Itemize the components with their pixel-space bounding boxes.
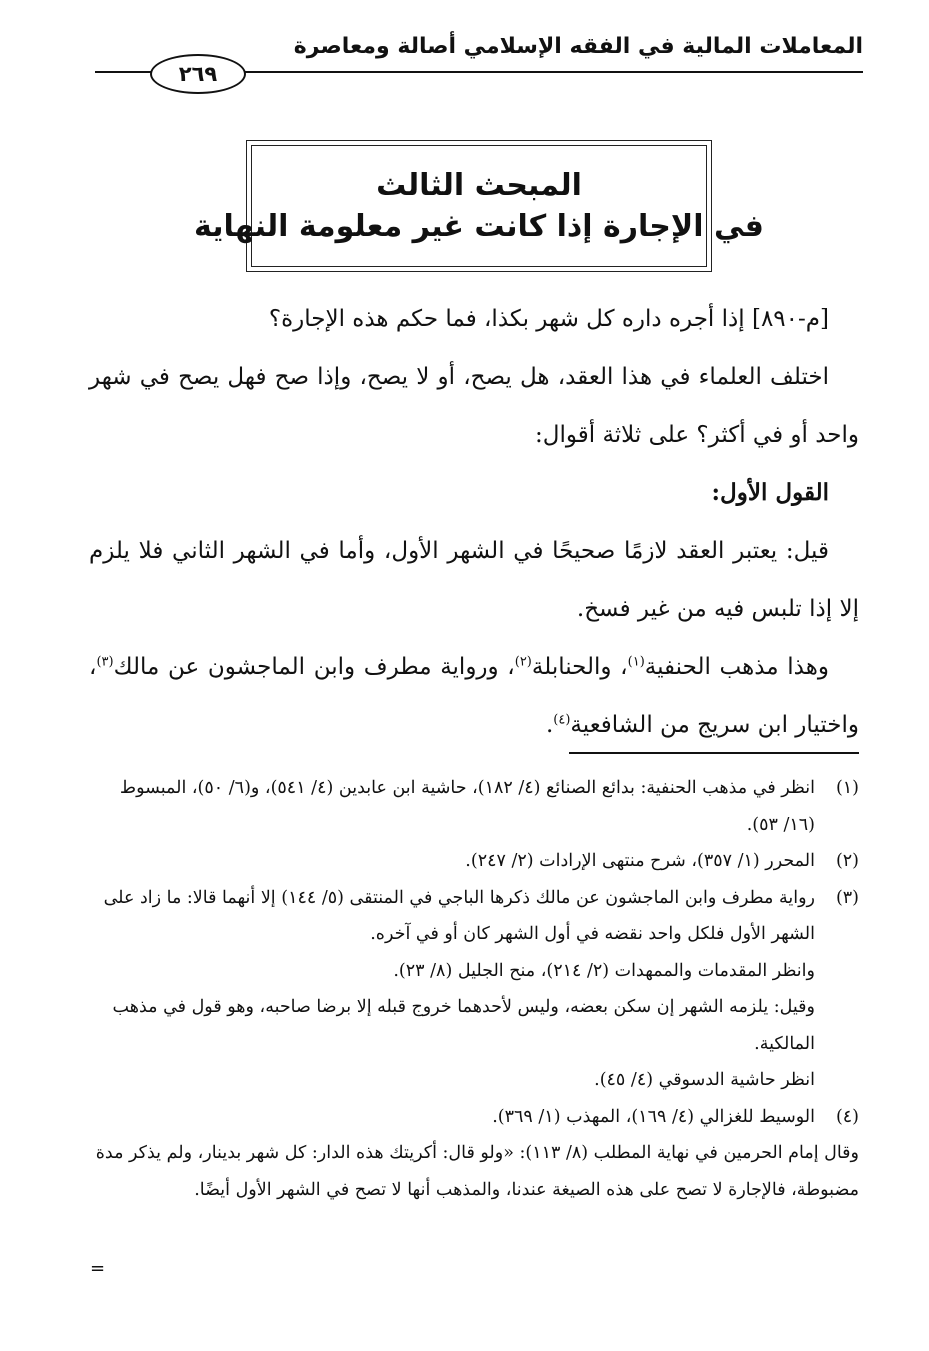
footnote-line: رواية مطرف وابن الماجشون عن مالك ذكرها الباجي في المنتقى (٥/ ١٤٤) إلا أنهما قالا: ما زاد على الشهر الأول فلكل واحد نقضه في أول الشهر كان أو في آخره.: [103, 887, 815, 944]
page-number: ٢٦٩: [178, 62, 218, 86]
continuation-mark: =: [90, 1258, 106, 1279]
first-opinion-heading: القول الأول:: [711, 479, 829, 506]
footnote-number: (٤): [835, 1106, 859, 1127]
attribution-paragraph: [89, 638, 859, 754]
footnote-3: [89, 880, 859, 1099]
section-title-box: [194, 140, 764, 272]
footnotes-section: [89, 770, 859, 1208]
footnote-line: الوسيط للغزالي (٤/ ١٦٩)، المهذب (١/ ٣٦٩).: [492, 1106, 815, 1127]
running-title: المعاملات المالية في الفقه الإسلامي أصالة ومعاصرة: [293, 34, 863, 59]
footnote-marker-2: (٢): [514, 654, 532, 670]
first-opinion-paragraph: قيل: يعتبر العقد لازمًا صحيحًا في الشهر الأول، وأما في الشهر الثاني فلا يلزم إلا إذا تلبس فيه من غير فسخ.: [89, 538, 859, 622]
section-title-inner-frame: [194, 145, 764, 267]
attribution-text-1: وهذا مذهب الحنفية: [644, 654, 829, 680]
footnote-marker-1: (١): [627, 654, 645, 670]
main-text: [89, 290, 859, 754]
footnote-4-continuation: وقال إمام الحرمين في نهاية المطلب (٨/ ١١٣): «ولو قال: أكريتك هذه الدار: كل شهر بدينار، ولم يذكر مدة مضبوطة، فالإجارة لا تصح على هذه الصيغة عندنا، والمذهب أنها لا تصح في الشهر الأول أيضًا.: [95, 1143, 859, 1200]
section-title-line-1: المبحث الثالث: [376, 168, 582, 203]
footnote-line: انظر حاشية الدسوقي (٤/ ٤٥).: [594, 1070, 815, 1090]
footnote-line: وقيل: يلزمه الشهر إن سكن بعضه، وليس لأحدهما خروج قبله إلا برضا صاحبه، وهو قول في مذهب المالكية.: [112, 997, 815, 1054]
footnote-marker-3: (٣): [96, 654, 114, 670]
footnote-1: [89, 770, 859, 843]
footnote-number: (٣): [835, 887, 859, 908]
footnote-line: انظر في مذهب الحنفية: بدائع الصنائع (٤/ ١٨٢)، حاشية ابن عابدين (٤/ ٥٤١)، و(٦/ ٥٠)، المبسوط (١٦/ ٥٣).: [119, 778, 815, 835]
footnote-line: المحرر (١/ ٣٥٧)، شرح منتهى الإرادات (٢/ ٢٤٧).: [465, 851, 815, 871]
attribution-text-2: ، والحنابلة: [531, 654, 628, 680]
intro-paragraph: اختلف العلماء في هذا العقد، هل يصح، أو لا يصح، وإذا صح فهل يصح في شهر واحد أو في أكثر؟ على ثلاثة أقوال:: [89, 364, 859, 448]
footnote-number: (٢): [835, 851, 859, 871]
footnote-2: [89, 843, 859, 880]
footnote-4: [89, 1099, 859, 1136]
footnote-separator: [569, 752, 859, 754]
footnote-number: (١): [835, 778, 859, 798]
footnote-marker-4: (٤): [553, 712, 571, 728]
footnote-line: وانظر المقدمات والممهدات (٢/ ٢١٤)، منح الجليل (٨/ ٢٣).: [393, 960, 815, 981]
attribution-text-4: ، واختيار ابن سريج من الشافعية: [89, 654, 859, 738]
question-paragraph: [م-٨٩٠] إذا أجره داره كل شهر بكذا، فما حكم هذه الإجارة؟: [268, 306, 829, 332]
attribution-text-5: .: [545, 712, 554, 738]
section-title-line-2: في الإجارة إذا كانت غير معلومة النهاية: [194, 209, 764, 244]
page-number-badge: [150, 54, 246, 94]
attribution-text-3: ، ورواية مطرف وابن الماجشون عن مالك: [113, 654, 515, 680]
